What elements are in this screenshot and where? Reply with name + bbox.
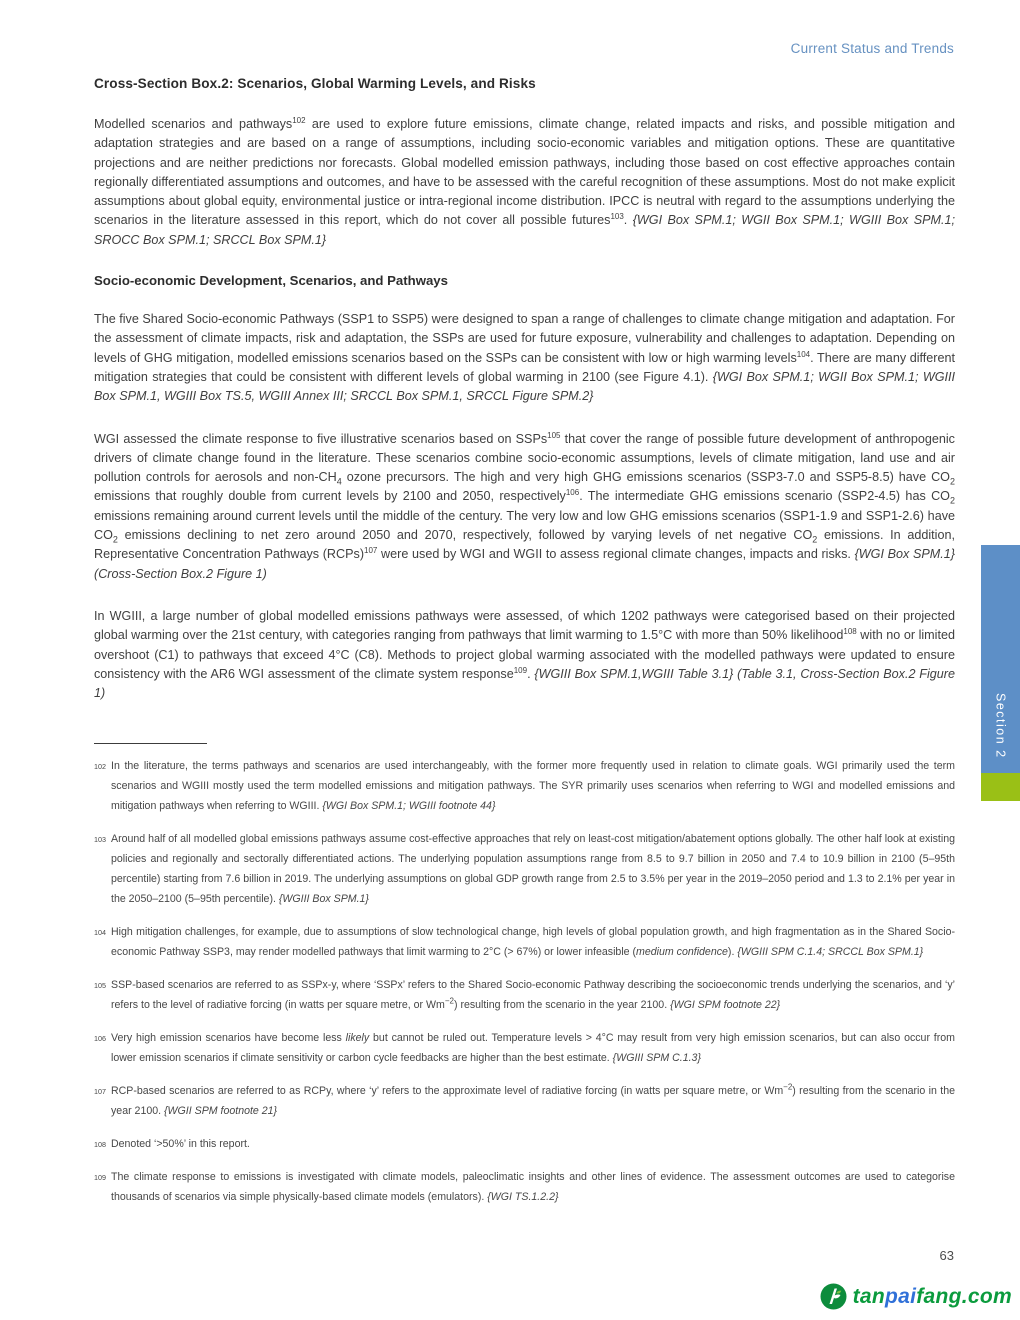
footnote-107	[94, 1081, 955, 1121]
main-content-column	[94, 76, 955, 1220]
footnote-number: 105	[94, 981, 106, 991]
footnote-number: 102	[94, 762, 106, 772]
logo-text-fangcom: fang.com	[916, 1284, 1012, 1308]
logo-text-pai: pai	[885, 1284, 917, 1308]
logo-text-tan: tan	[852, 1284, 885, 1308]
section-tab-label: Section 2	[993, 693, 1008, 759]
footnote-106	[94, 1028, 955, 1068]
footnote-number: 109	[94, 1173, 106, 1183]
footnote-103	[94, 829, 955, 909]
box-title: Cross-Section Box.2: Scenarios, Global Warming Levels, and Risks	[94, 76, 536, 91]
footnote-number: 106	[94, 1034, 106, 1044]
logo-text	[853, 1285, 1012, 1309]
paragraph-modelled-scenarios: Modelled scenarios and pathways$^{102}$ are used to explore future emissions, climate change, related impacts and risks, and possible mitigation and adaptation strategies and are based on a range of assumptions, including socio-economic variables and mitigation options. These are quantitative projections and are neither predictions nor forecasts. Global modelled emission pathways, including those based on cost effective approaches contain regionally differentiated assumptions and outcomes, and have to be assessed with the careful recognition of these assumptions. Most do not make explicit assumptions about global equity, environmental justice or intra-regional income distribution. IPCC is neutral with regard to the assumptions underlying the scenarios in the literature assessed in this report, which do not cover all possible futures$^{103}$. {WGI Box SPM.1; WGII Box SPM.1; WGIII Box SPM.1; SROCC Box SPM.1; SRCCL Box SPM.1}	[94, 115, 956, 247]
footnotes-section	[94, 743, 955, 1207]
footnote-number: 103	[94, 835, 106, 845]
footnote-104	[94, 922, 955, 962]
footnote-number: 108	[94, 1140, 106, 1150]
footnote-text: Very high emission scenarios have become less likely but cannot be ruled out. Temperature levels > 4°C may result from very high emission scenarios, but can also occur from lower emission scenarios if climate sensitivity or carbon cycle feedbacks are higher than the best estimate. {WGIII SPM C.1.3}	[111, 1032, 955, 1065]
footnote-number: 104	[94, 928, 106, 938]
section-tab-green-block	[981, 773, 1020, 801]
footnote-102	[94, 756, 955, 816]
footnote-divider	[94, 743, 207, 744]
running-header-title: Current Status and Trends	[790, 41, 954, 56]
page-number: 63	[939, 1248, 954, 1263]
footnote-text: In the literature, the terms pathways and scenarios are used interchangeably, with the former more frequently used in relation to climate goals. WGI primarily used the term scenarios and WGIII mostly used the term modelled emissions and mitigation pathways. The SYR primarily uses scenarios when referring to WGI and modelled emissions and mitigation pathways when referring to WGIII. {WGI Box SPM.1; WGIII footnote 44}	[111, 760, 955, 813]
subheading-socioeconomic-development: Socio-economic Development, Scenarios, and Pathways	[94, 273, 448, 289]
footnote-109	[94, 1167, 955, 1207]
paragraph-ssp-pathways: The five Shared Socio-economic Pathways (SSP1 to SSP5) were designed to span a range of challenges to climate change mitigation and adaptation. For the assessment of climate impacts, risk and adaptation, the SSPs are used for future exposure, vulnerability and challenges to adaptation. Depending on levels of GHG mitigation, modelled emissions scenarios based on the SSPs can be consistent with low or high warming levels$^{104}$. There are many different mitigation strategies that could be consistent with different levels of global warming in 2100 (see Figure 4.1). {WGI Box SPM.1; WGII Box SPM.1; WGIII Box SPM.1, WGIII Box TS.5, WGIII Annex III; SRCCL Box SPM.1, SRCCL Figure SPM.2}	[94, 312, 956, 404]
footnote-text: The climate response to emissions is investigated with climate models, paleoclimatic insights and other lines of evidence. The assessment outcomes are used to categorise thousands of scenarios via simple physically-based climate models (emulators). {WGI TS.1.2.2}	[111, 1171, 955, 1204]
tanpaifang-logo-link[interactable]	[820, 1283, 1012, 1310]
footnote-108	[94, 1134, 955, 1154]
footnote-text: Around half of all modelled global emissions pathways assume cost-effective approaches that rely on least-cost mitigation/abatement options globally. The other half look at existing policies and regionally and sectorally differentiated actions. The underlying population assumptions range from 8.5 to 9.7 billion in 2050 and 7.4 to 10.9 billion in 2100 (5–95th percentile) starting from 7.6 billion in 2019. The underlying assumptions on global GDP growth range from 2.5 to 3.5% per year in the 2019–2050 period and 1.3 to 2.1% per year in the 2050–2100 (5–95th percentile). {WGIII Box SPM.1}	[111, 833, 955, 906]
tanpaifang-leaf-circle-icon	[820, 1283, 847, 1310]
paragraph-wgiii-pathways: In WGIII, a large number of global modelled emissions pathways were assessed, of which 1202 pathways were categorised based on their projected global warming over the 21st century, with categories ranging from pathways that limit warming to 1.5°C with more than 50% likelihood$^{108}$ with no or limited overshoot (C1) to pathways that exceed 4°C (C8). Methods to project global warming associated with the modelled pathways were updated to ensure consistency with the AR6 WGI assessment of the climate system response$^{109}$. {WGIII Box SPM.1,WGIII Table 3.1} (Table 3.1, Cross-Section Box.2 Figure 1)	[94, 608, 956, 701]
footnote-number: 107	[94, 1087, 106, 1097]
paragraph-wgi-climate-response: WGI assessed the climate response to five illustrative scenarios based on SSPs$^{105}$ that cover the range of possible future development of anthropogenic drivers of climate change found in the literature. These scenarios combine socio-economic assumptions, levels of climate mitigation, land use and air pollution controls for aerosols and non-$CH_4$ ozone precursors. The high and very high GHG emissions scenarios (SSP3-7.0 and SSP5-8.5) have $CO_2$ emissions that roughly double from current levels by 2100 and 2050, respectively$^{106}$. The intermediate GHG emissions scenario (SSP2-4.5) has $CO_2$ emissions remaining around current levels until the middle of the century. The very low and low GHG emissions scenarios (SSP1-1.9 and SSP1-2.6) have $CO_2$ emissions declining to net zero around 2050 and 2070, respectively, followed by varying levels of net negative $CO_2$ emissions. In addition, Representative Concentration Pathways (RCPs)$^{107}$ were used by WGI and WGII to assess regional climate changes, impacts and risks. {WGI Box SPM.1} (Cross-Section Box.2 Figure 1)	[94, 430, 955, 581]
footnote-105	[94, 975, 955, 1015]
footnote-text: High mitigation challenges, for example, due to assumptions of slow technological change, high levels of global population growth, and high fragmentation as in the Shared Socio-economic Pathway SSP3, may render modelled pathways that limit warming to 2°C (> 67%) or lower infeasible (medium confidence). {WGIII SPM C.1.4; SRCCL Box SPM.1}	[111, 926, 955, 959]
footnote-text: Denoted ‘>50%’ in this report.	[111, 1138, 250, 1151]
footnote-text: SSP-based scenarios are referred to as SSPx-y, where ‘SSPx’ refers to the Shared Socio-economic Pathway describing the socioeconomic trends underlying the scenarios, and ‘y’ refers to the level of radiative forcing (in watts per square metre, or $Wm^{-2}$) resulting from the scenario in the year 2100. {WGI SPM footnote 22}	[111, 979, 955, 1012]
footnote-text: RCP-based scenarios are referred to as RCPy, where ‘y’ refers to the approximate level of radiative forcing (in watts per square metre, or $Wm^{-2}$) resulting from the scenario in the year 2100. {WGII SPM footnote 21}	[111, 1082, 955, 1118]
section-2-thumb-tab	[981, 545, 1020, 773]
